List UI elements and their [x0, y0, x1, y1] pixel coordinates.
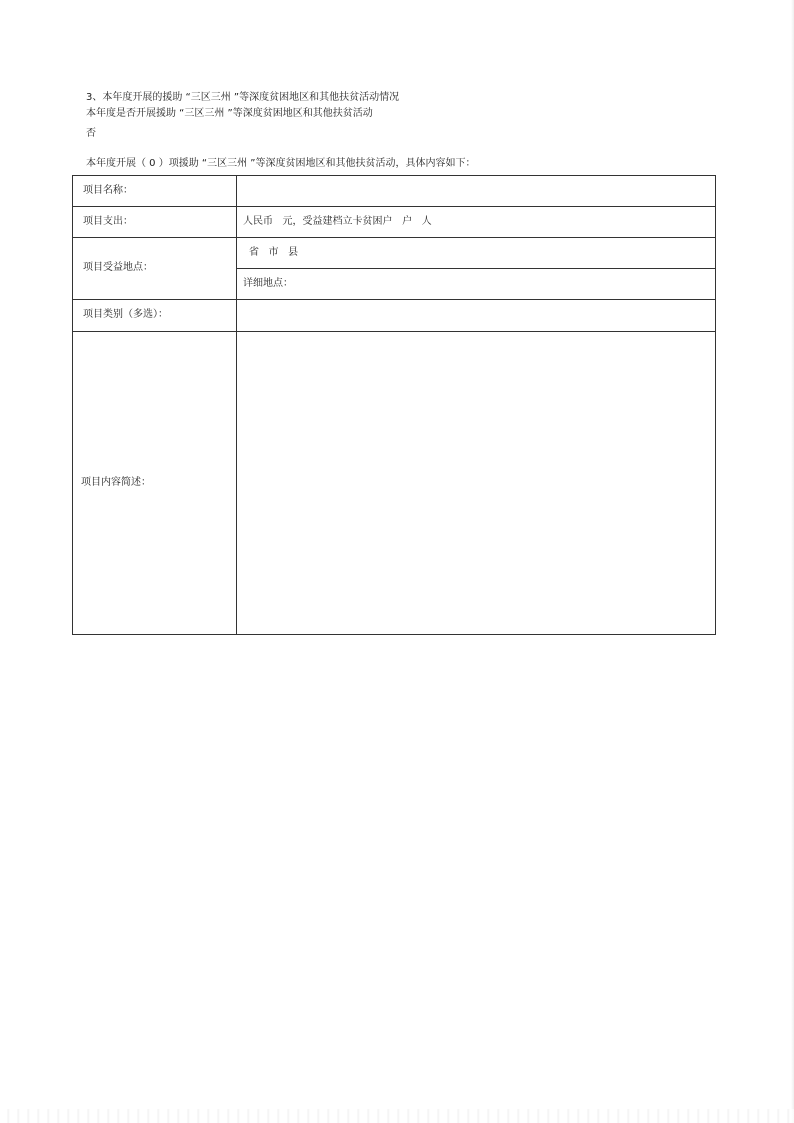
question-answer: 否	[86, 128, 96, 139]
row-divider	[73, 299, 715, 300]
description-label: 项目内容简述：	[81, 477, 151, 488]
activity-count-text: 本年度开展（ 0 ）项援助 “三区三州 ”等深度贫困地区和其他扶贫活动，具体内容如下：	[86, 158, 476, 169]
location-region[interactable]: 省 市 县	[249, 247, 299, 258]
question-text: 本年度是否开展援助 “三区三州 ”等深度贫困地区和其他扶贫活动	[86, 108, 373, 119]
project-name-label: 项目名称：	[83, 185, 133, 196]
expense-label: 项目支出：	[83, 216, 133, 227]
scan-noise-strip	[0, 1109, 794, 1123]
expense-value[interactable]: 人民币 元，受益建档立卡贫困户 户 人	[243, 216, 432, 227]
location-label: 项目受益地点：	[83, 262, 153, 273]
row-divider	[73, 331, 715, 332]
category-label: 项目类别（多选）：	[83, 309, 168, 320]
location-detail[interactable]: 详细地点：	[243, 278, 293, 289]
row-divider	[73, 237, 715, 238]
section-heading: 3、本年度开展的援助 “三区三州 ”等深度贫困地区和其他扶贫活动情况	[86, 92, 400, 103]
row-divider	[73, 206, 715, 207]
poverty-aid-form-table	[72, 175, 716, 635]
column-divider	[236, 176, 237, 634]
row-divider-partial	[236, 268, 715, 269]
